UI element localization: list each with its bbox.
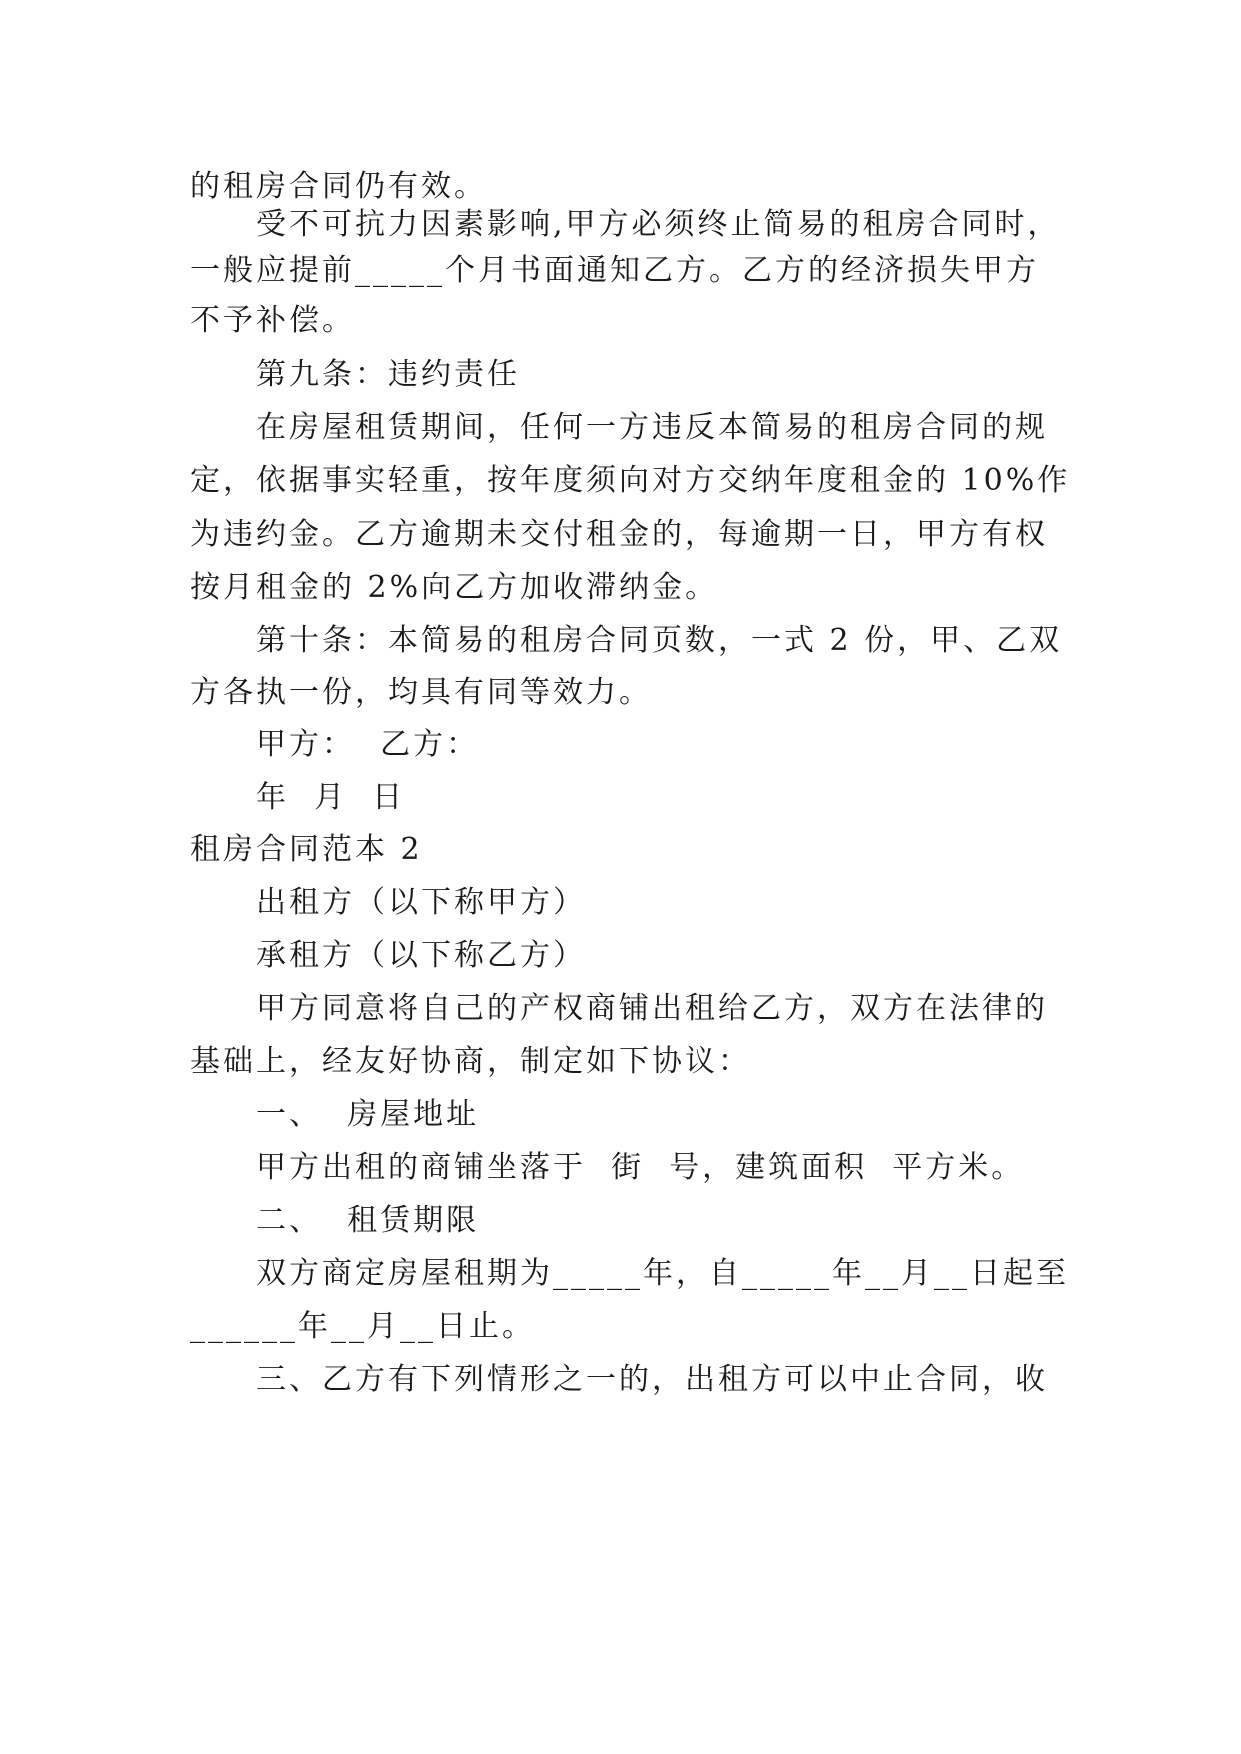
paragraph-line: ______年__月__日止。 (190, 1309, 535, 1344)
party-line: 出租方（以下称甲方） (256, 885, 586, 920)
paragraph-line: 定，依据事实轻重，按年度须向对方交纳年度租金的 10%作 (190, 463, 1071, 498)
section-heading: 第九条：违约责任 (256, 357, 520, 392)
paragraph-line: 受不可抗力因素影响,甲方必须终止简易的租房合同时， (256, 207, 1061, 242)
section-heading: 一、 房屋地址 (256, 1097, 480, 1132)
paragraph-line: 基础上，经友好协商，制定如下协议： (190, 1044, 751, 1079)
paragraph-line: 三、乙方有下列情形之一的，出租方可以中止合同，收 (256, 1362, 1048, 1397)
paragraph-line: 甲方出租的商铺坐落于 街 号，建筑面积 平方米。 (256, 1150, 1025, 1185)
paragraph-line: 双方商定房屋租期为_____年，自_____年__月__日起至 (256, 1256, 1069, 1291)
date-line: 年 月 日 (256, 780, 406, 815)
paragraph-line: 甲方同意将自己的产权商铺出租给乙方，双方在法律的 (256, 991, 1048, 1026)
section-heading: 二、 租赁期限 (256, 1203, 480, 1238)
party-line: 承租方（以下称乙方） (256, 938, 586, 973)
paragraph-line: 按月租金的 2%向乙方加收滞纳金。 (190, 570, 719, 605)
paragraph-line: 方各执一份，均具有同等效力。 (190, 675, 652, 710)
paragraph-line: 的租房合同仍有效。 (190, 169, 487, 204)
paragraph-line: 不予补偿。 (190, 303, 355, 338)
paragraph-line: 一般应提前_____个月书面通知乙方。乙方的经济损失甲方 (190, 253, 1039, 288)
signature-line: 甲方： 乙方： (256, 727, 480, 762)
paragraph-line: 第十条：本简易的租房合同页数，一式 2 份，甲、乙双 (256, 623, 1063, 658)
paragraph-line: 为违约金。乙方逾期未交付租金的，每逾期一日，甲方有权 (190, 517, 1048, 552)
document-title: 租房合同范本 2 (190, 832, 423, 867)
paragraph-line: 在房屋租赁期间，任何一方违反本简易的租房合同的规 (256, 410, 1048, 445)
